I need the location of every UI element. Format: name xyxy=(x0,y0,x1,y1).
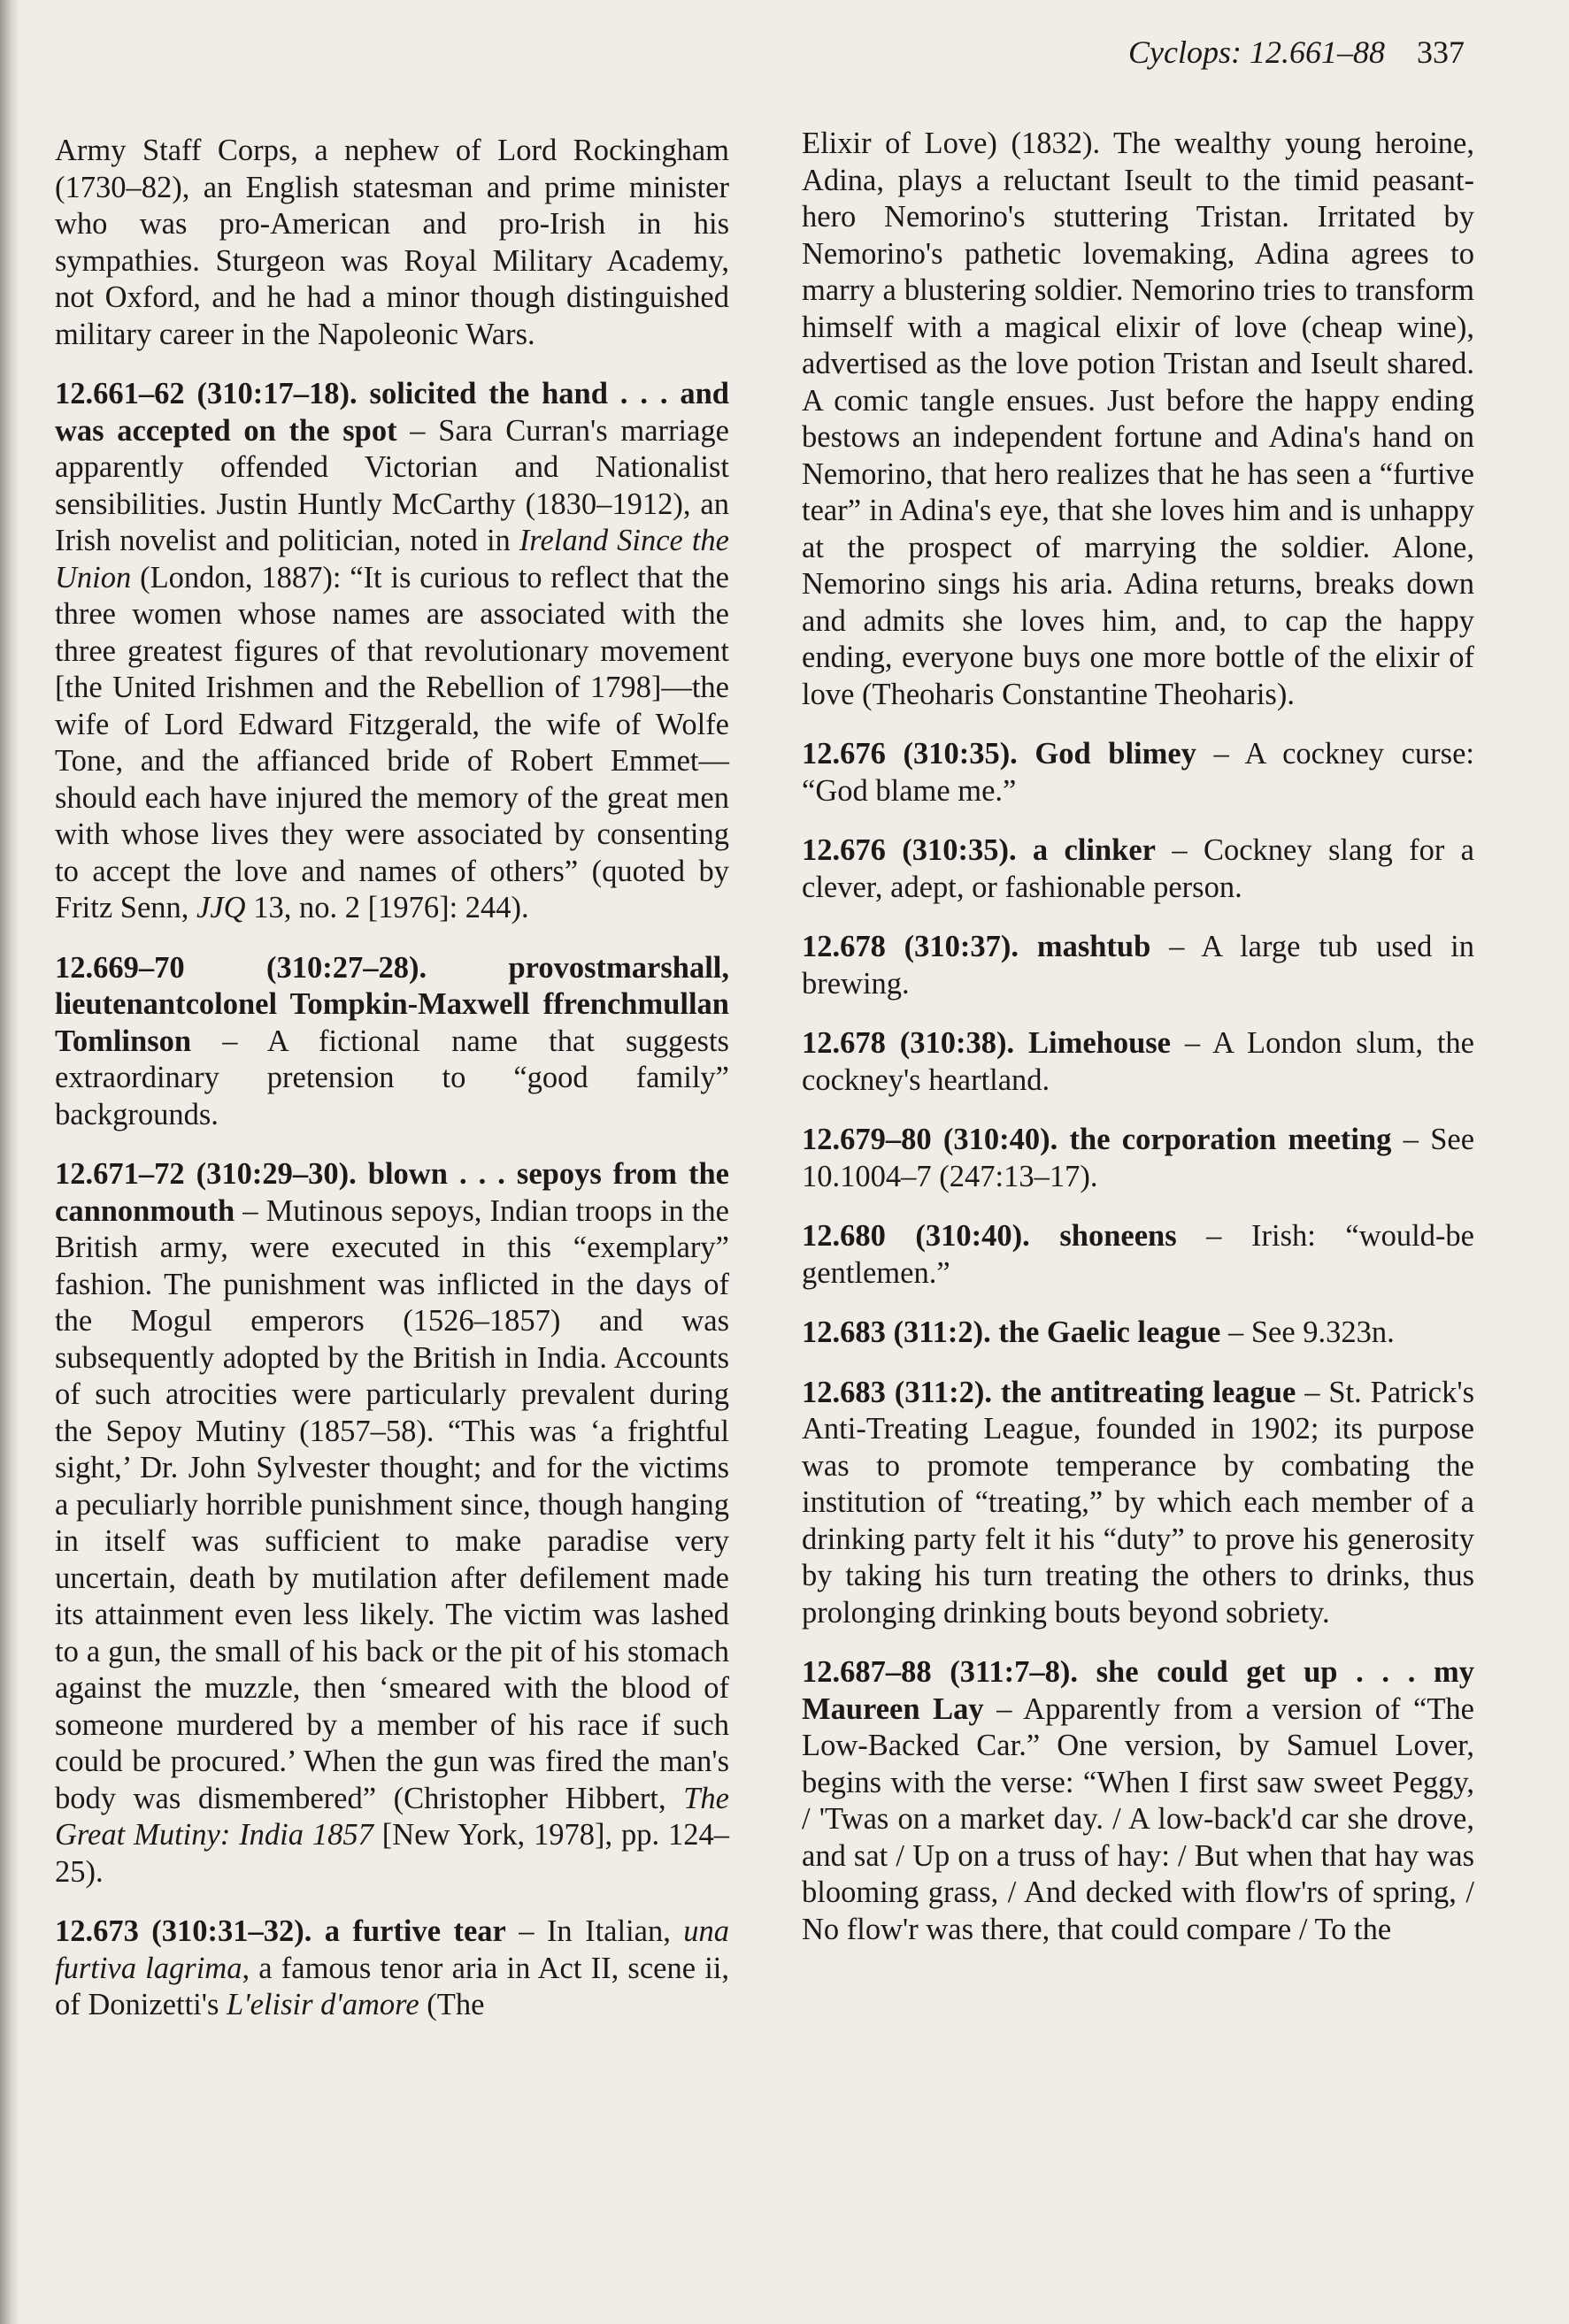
entry-text: See 10.1004–7 (247:13–17). xyxy=(802,1123,1475,1193)
annotation-entry xyxy=(802,1218,1474,1292)
entry-reference: 12.678 (310:37). mashtub xyxy=(802,930,1151,963)
entry-italic: JJQ xyxy=(196,891,246,924)
annotation-entry xyxy=(802,1375,1474,1632)
entry-dash: – xyxy=(191,1024,267,1058)
page-gutter-shadow xyxy=(0,0,19,2324)
entry-text: Cockney slang for a clever, adept, or fashionable person. xyxy=(802,833,1474,904)
annotation-entry xyxy=(802,929,1474,1002)
entry-text: See 9.323n. xyxy=(1250,1315,1395,1349)
entry-reference: 12.679–80 (310:40). the corporation meeting xyxy=(802,1123,1392,1156)
right-column xyxy=(802,126,1474,1971)
entry-text: Mutinous sepoys, Indian troops in the British army, were executed in this “exemplary” fashion. The punishment was inflicted in the days of the Mogul emperors (1526–1857) and was subsequently adopted by the British in India. Accounts of such atrocities were particularly prevalent during the Sepoy Mutiny (1857–58). “This was ‘a frightful sight,’ Dr. John Sylvester thought; and for the victims a peculiarly horrible punishment since, though hanging in itself was sufficient to make paradise very uncertain, death by mutilation after defilement made its attainment even less likely. The victim was lashed to a gun, the small of his back or the pit of his stomach against the muzzle, then ‘smeared with the blood of someone murdered by a member of his race if such could be procured.’ When the gun was fired the man's body was dismembered” (Christopher Hibbert, xyxy=(55,1193,729,1815)
running-head xyxy=(1128,34,1465,71)
entry-dash: – xyxy=(505,1914,547,1948)
entry-reference: 12.673 (310:31–32). a furtive tear xyxy=(55,1914,506,1948)
entry-text: Apparently from a version of “The Low-Backed Car.” One version, by Samuel Lover, begins with the verse: “When I first saw sweet Peggy, / 'Twas on a market day. / A low-back'd car she drove, and sat / Up on a truss of hay: / But when that hay was blooming grass, / And decked with flow'rs of spring, / No flow'r was there, that could compare / To the xyxy=(802,1691,1474,1946)
entry-dash: – xyxy=(1176,1219,1251,1253)
entry-dash: – xyxy=(1196,737,1245,771)
running-head-title: Cyclops: 12.661–88 xyxy=(1128,35,1385,70)
entry-reference: 12.671–72 (310:29–30). blown . . . sepoys from the cannonmouth xyxy=(55,1157,729,1228)
page-number: 337 xyxy=(1417,35,1465,70)
annotation-entry xyxy=(802,1315,1474,1352)
annotation-entry xyxy=(55,376,729,927)
entry-reference: 12.687–88 (311:7–8). she could get up . . . my Maureen Lay xyxy=(802,1655,1474,1726)
annotation-entry xyxy=(802,1025,1474,1099)
entry-dash: – xyxy=(1220,1315,1251,1349)
entry-reference: 12.678 (310:38). Limehouse xyxy=(802,1026,1171,1060)
entry-text: (The xyxy=(419,1988,485,2021)
entry-dash: – xyxy=(1171,1026,1213,1060)
entry-dash: – xyxy=(1156,833,1204,867)
entry-dash: – xyxy=(983,1691,1024,1726)
entry-reference: 12.676 (310:35). God blimey xyxy=(802,737,1196,771)
entry-reference: 12.669–70 (310:27–28). provostmarshall, lieutenantcolonel Tompkin-Maxwell ffrenchmullan Tomlinson xyxy=(55,950,729,1058)
annotation-entry xyxy=(802,1122,1474,1195)
entry-text: A large tub used in brewing. xyxy=(802,930,1474,1001)
entry-text: 13, no. 2 [1976]: 244). xyxy=(245,891,529,924)
entry-text: Irish: “would-be gentlemen.” xyxy=(802,1219,1474,1290)
entry-dash: – xyxy=(396,413,439,448)
entry-dash: – xyxy=(235,1193,266,1228)
continued-paragraph: Elixir of Love) (1832). The wealthy young heroine, Adina, plays a reluctant Iseult to the timid peasant-hero Nemorino's stuttering Tristan. Irritated by Nemorino's pathetic lovemaking, Adina agrees to marry a blustering soldier. Nemorino tries to transform himself with a magical elixir of love (cheap wine), advertised as the love potion Tristan and Iseult shared. A comic tangle ensues. Just before the happy ending bestows an independent fortune and Adina's hand on Nemorino, that hero realizes that he has seen a “furtive tear” in Adina's eye, that she loves him and is unhappy at the prospect of marrying the soldier. Alone, Nemorino sings his aria. Adina returns, breaks down and admits she loves him, and, to cap the happy ending, everyone buys one more bottle of the elixir of love (Theoharis Constantine Theoharis). xyxy=(802,127,1474,711)
annotation-entry xyxy=(55,950,729,1134)
entry-italic: Ireland Since the Union xyxy=(55,524,729,594)
annotation-entry xyxy=(55,1156,729,1891)
entry-text: [New York, 1978], pp. 124–25). xyxy=(55,1818,729,1889)
entry-dash: – xyxy=(1391,1123,1431,1156)
continued-paragraph: Army Staff Corps, a nephew of Lord Rockingham (1730–82), an English statesman and prime minister who was pro-American and pro-Irish in his sympathies. Sturgeon was Royal Military Academy, not Oxford, and he had a minor though distinguished military career in the Napoleonic Wars. xyxy=(55,134,729,351)
entry-text: A fictional name that suggests extraordinary pretension to “good family” backgrounds. xyxy=(55,1024,729,1131)
entry-reference: 12.661–62 (310:17–18). solicited the hand . . . and was accepted on the spot xyxy=(55,377,729,448)
annotation-entry xyxy=(802,832,1474,906)
left-column xyxy=(55,133,729,2047)
entry-italic: L'elisir d'amore xyxy=(227,1988,419,2021)
entry-reference: 12.683 (311:2). the antitreating league xyxy=(802,1375,1296,1409)
entry-reference: 12.683 (311:2). the Gaelic league xyxy=(802,1315,1221,1349)
entry-reference: 12.676 (310:35). a clinker xyxy=(802,833,1156,867)
annotation-entry xyxy=(802,736,1474,809)
entry-italic: The Great Mutiny: India 1857 xyxy=(55,1781,729,1852)
entry-text: In Italian, xyxy=(546,1914,684,1948)
entry-text: Sara Curran's marriage apparently offended Victorian and Nationalist sensibilities. Justin Huntly McCarthy (1830–1912), an Irish novelist and politician, noted in xyxy=(55,413,729,557)
entry-text: St. Patrick's Anti-Treating League, founded in 1902; its purpose was to promote temperance by combating the institution of “treating,” by which each member of a drinking party felt it his “duty” to prove his generosity by taking his turn treating the others to drinks, thus prolonging drinking bouts beyond sobriety. xyxy=(802,1375,1475,1630)
entry-text: A cockney curse: “God blame me.” xyxy=(802,737,1474,808)
entry-text: , a famous tenor aria in Act II, scene ii, of Donizetti's xyxy=(55,1951,729,2021)
annotation-entry xyxy=(802,1654,1474,1948)
entry-dash: – xyxy=(1150,930,1202,963)
entry-reference: 12.680 (310:40). shoneens xyxy=(802,1219,1177,1253)
entry-italic: una furtiva lagrima xyxy=(55,1914,729,1985)
annotation-entry xyxy=(55,1914,729,2024)
entry-dash: – xyxy=(1296,1375,1329,1409)
entry-text: A London slum, the cockney's heartland. xyxy=(802,1026,1474,1097)
entry-text: (London, 1887): “It is curious to reflect that the three women whose names are associated with the three greatest figures of that revolutionary movement [the United Irishmen and the Rebellion of 1798]—the wife of Lord Edward Fitzgerald, the wife of Wolfe Tone, and the affianced bride of Robert Emmet—should each have injured the memory of the great men with whose lives they were associated by consenting to accept the love and names of others” (quoted by Fritz Senn, xyxy=(55,560,729,924)
